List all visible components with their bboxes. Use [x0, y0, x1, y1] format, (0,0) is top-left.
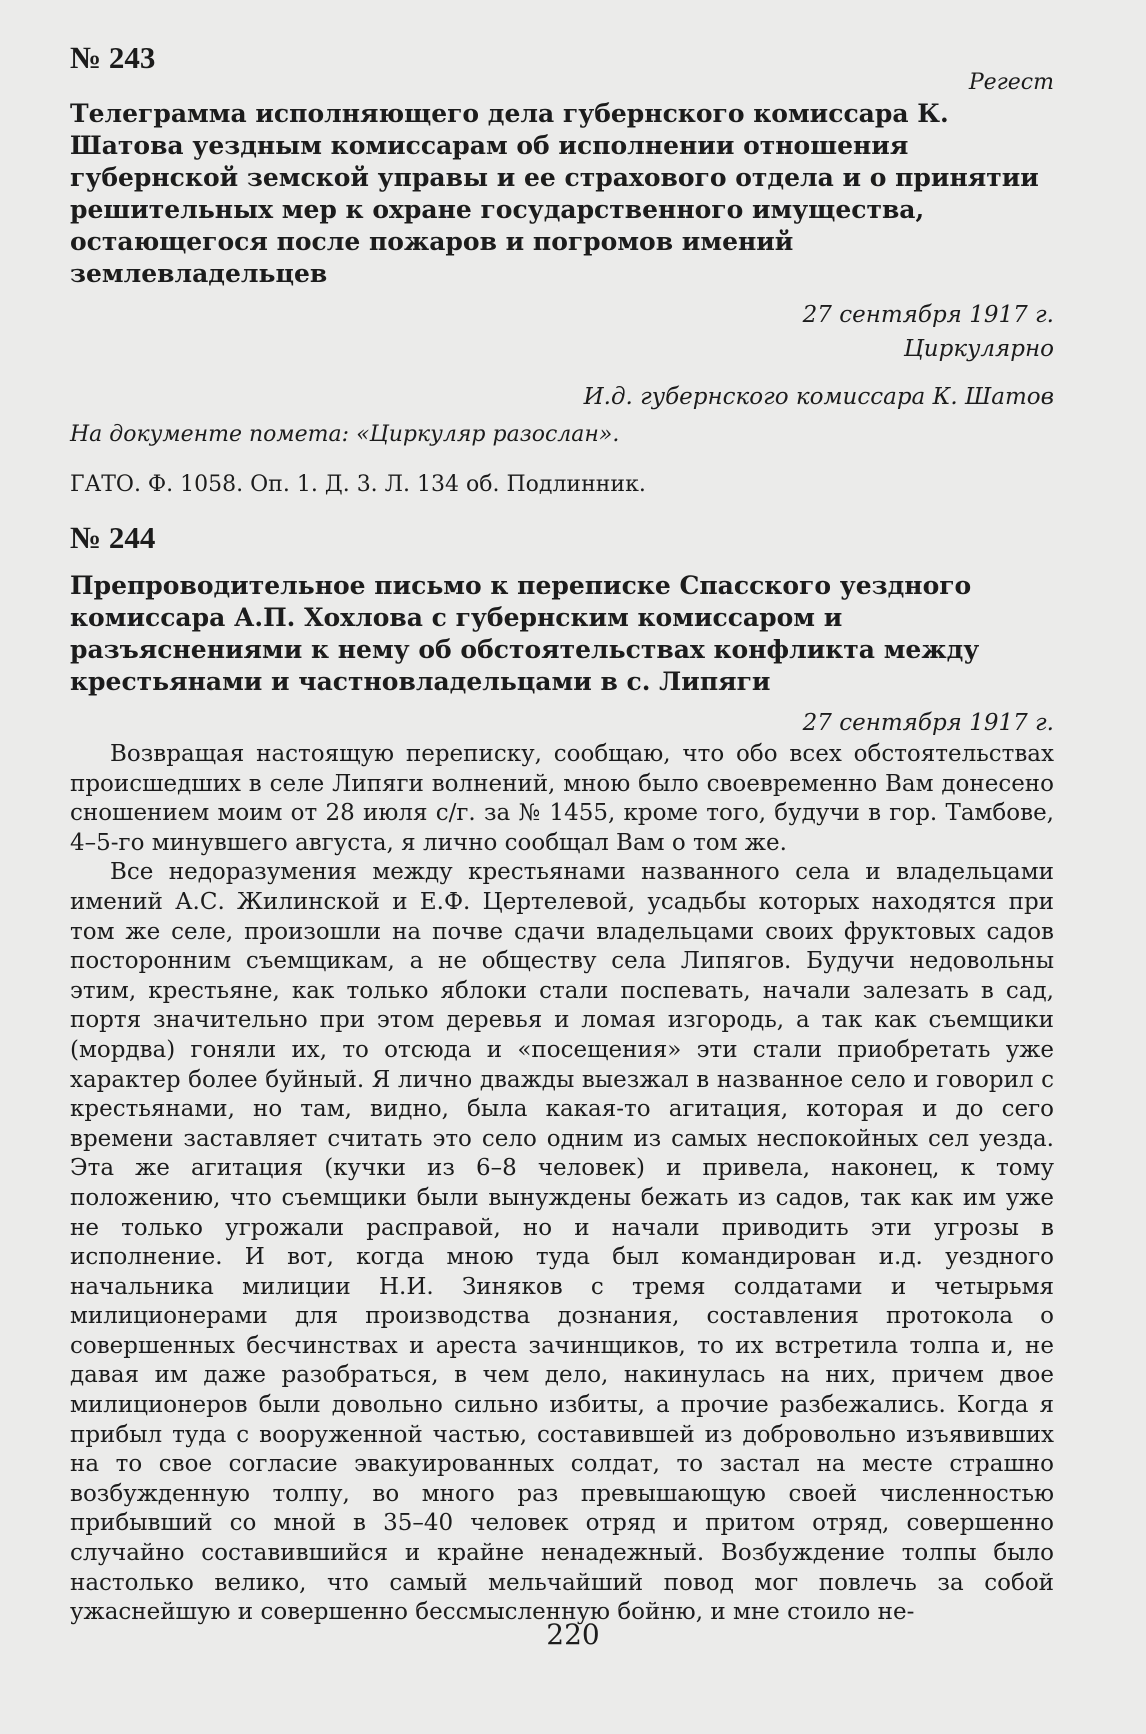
- paragraph: Все недоразумения между крестьянами названного села и владельцами имений А.С. Жилинской и Е.Ф. Цертелевой, усадьбы которых находятся при том же селе, произошли на почве сдачи владельцами своих фруктовых садов посторонним съемщикам, а не обществу села Липягов. Будучи недовольны этим, крестьяне, как только яблоки стали поспевать, начали залезать в сад, портя значительно при этом деревья и ломая изгородь, а так как съемщики (мордва) гоняли их, то отсюда и «посещения» эти стали приобретать уже характер более буйный. Я лично дважды выезжал в названное село и говорил с крестьянами, но там, видно, была какая-то агитация, которая и до сего времени заставляет считать это село одним из самых неспокойных сел уезда. Эта же агитация (кучки из 6–8 человек) и привела, наконец, к тому положению, что съемщики были вынуждены бежать из садов, так как им уже не только угрожали расправой, но и начали приводить эти угрозы в исполнение. И вот, когда мною туда был командирован и.д. уездного начальника милиции Н.И. Зиняков с тремя солдатами и четырьмя милиционерами для производства дознания, составления протокола о совершенных бесчинствах и ареста зачинщиков, то их встретила толпа и, не давая им даже разобраться, в чем дело, накинулась на них, причем двое милиционеров были довольно сильно избиты, а прочие разбежались. Когда я прибыл туда с вооруженной частью, составившей из добровольно изъявивших на то свое согласие эвакуированных солдат, то застал на месте страшно возбужденную толпу, во много раз превышающую своей численностью прибывший со мной в 35–40 человек отряд и притом отряд, совершенно случайно составившийся и крайне ненадежный. Возбуждение толпы было настолько велико, что самый мельчайший повод мог повлечь за собой ужаснейшую и совершенно бессмысленную бойню, и мне стоило не-: [70, 859, 1054, 1626]
- text-column: [70, 40, 1054, 1628]
- document-body: [70, 740, 1054, 1628]
- page-number: 220: [546, 1618, 600, 1651]
- document-244: [70, 520, 1054, 1628]
- signature: И.д. губернского комиссара К. Шатов: [583, 384, 1054, 410]
- document-number: № 243: [70, 40, 156, 75]
- document-243: [70, 40, 1054, 500]
- paragraph: Возвращая настоящую переписку, сообщаю, что обо всех обстоятельствах происшедших в селе Липяги волнений, мною было своевременно Вам донесено сношением моим от 28 июля с/г. за № 1455, кроме того, будучи в гор. Тамбове, 4–5-го минувшего августа, я лично сообщал Вам о том же.: [70, 741, 1054, 856]
- document-type: Регест: [968, 70, 1054, 95]
- document-date: 27 сентября 1917 г.: [802, 710, 1054, 736]
- document-date: 27 сентября 1917 г.: [802, 302, 1054, 328]
- document-title: Телеграмма исполняющего дела губернского комиссара К. Шатова уездным комиссарам об исполнении отношения губернской земской управы и ее страхового отдела и о принятии решительных мер к охране государственного имущества, остающегося после пожаров и погромов имений землевладельцев: [70, 99, 1039, 288]
- document-title: Препроводительное письмо к переписке Спасского уездного комиссара А.П. Хохлова с губернским комиссаром и разъяснениями к нему об обстоятельствах конфликта между крестьянами и частновладельцами в с. Липяги: [70, 571, 980, 696]
- distribution-mode: Циркулярно: [903, 336, 1054, 362]
- document-note: На документе помета: «Циркуляр разослан».: [70, 422, 620, 447]
- document-number: № 244: [70, 520, 156, 555]
- archive-source: ГАТО. Ф. 1058. Оп. 1. Д. 3. Л. 134 об. Подлинник.: [70, 472, 646, 497]
